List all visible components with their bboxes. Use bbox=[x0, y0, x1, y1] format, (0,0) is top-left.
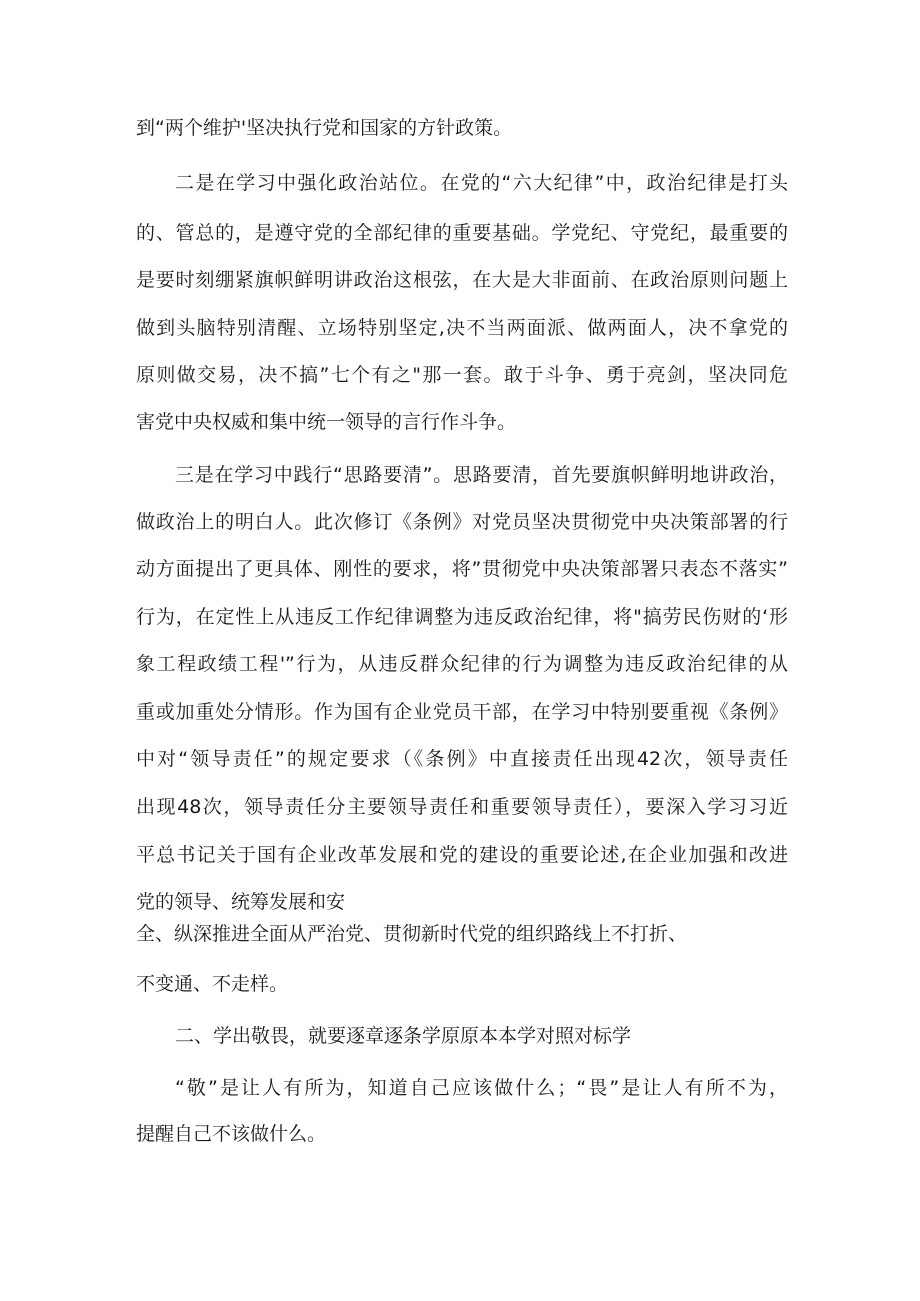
text-line: 提醒自己不该做什么。 bbox=[136, 1123, 327, 1145]
text-line: 三是在学习中践行“思路要清”。思路要清，首先要旗帜鲜明地讲政治， bbox=[175, 464, 788, 486]
text-line: 重或加重处分情形。作为国有企业党员干部，在学习中特别要重视《条例》 bbox=[136, 701, 788, 723]
text-line: 二是在学习中强化政治站位。在党的“六大纪律”中，政治纪律是打头 bbox=[175, 172, 788, 194]
text-line: 行为，在定性上从违反工作纪律调整为违反政治纪律，将"搞劳民伤财的‘形 bbox=[136, 606, 788, 628]
text-line: 的、管总的，是遵守党的全部纪律的重要基础。学党纪、守党纪，最重要的 bbox=[136, 222, 788, 244]
text-line: 到“两个维护'坚决执行党和国家的方针政策。 bbox=[136, 117, 513, 139]
text-line: 是要时刻绷紧旗帜鲜明讲政治这根弦，在大是大非面前、在政治原则问题上 bbox=[136, 269, 788, 291]
text-line: 动方面提出了更具体、刚性的要求，将”贯彻党中央决策部署只表态不落实” bbox=[136, 558, 788, 580]
text-line: “敬”是让人有所为，知道自己应该做什么；“畏”是让人有所不为， bbox=[175, 1077, 788, 1099]
text-line: 出现48次，领导责任分主要领导责任和重要领导责任），要深入学习习近 bbox=[136, 796, 788, 818]
text-line: 害党中央权威和集中统一领导的言行作斗争。 bbox=[136, 411, 517, 433]
text-line: 全、纵深推进全面从严治党、贯彻新时代党的组织路线上不打折、 bbox=[136, 923, 688, 945]
text-line: 做政治上的明白人。此次修订《条例》对党员坚决贯彻党中央决策部署的行 bbox=[136, 511, 788, 533]
text-line: 平总书记关于国有企业改革发展和党的建设的重要论述,在企业加强和改进 bbox=[136, 844, 788, 866]
text-line: 做到头脑特别清醒、立场特别坚定,决不当两面派、做两面人，决不拿党的 bbox=[136, 317, 788, 339]
text-line: 不变通、不走样。 bbox=[136, 973, 289, 995]
section-heading: 二、学出敬畏，就要逐章逐条学原原本本学对照对标学 bbox=[175, 1025, 632, 1047]
text-line: 党的领导、统筹发展和安 bbox=[136, 891, 346, 913]
text-line: 中对“领导责任”的规定要求（《条例》中直接责任出现42次，领导责任 bbox=[136, 748, 788, 770]
text-line: 象工程政绩工程'”行为，从违反群众纪律的行为调整为违反政治纪律的从 bbox=[136, 653, 788, 675]
text-line: 原则做交易，决不搞”七个有之"那一套。敢于斗争、勇于亮剑，坚决同危 bbox=[136, 364, 788, 386]
